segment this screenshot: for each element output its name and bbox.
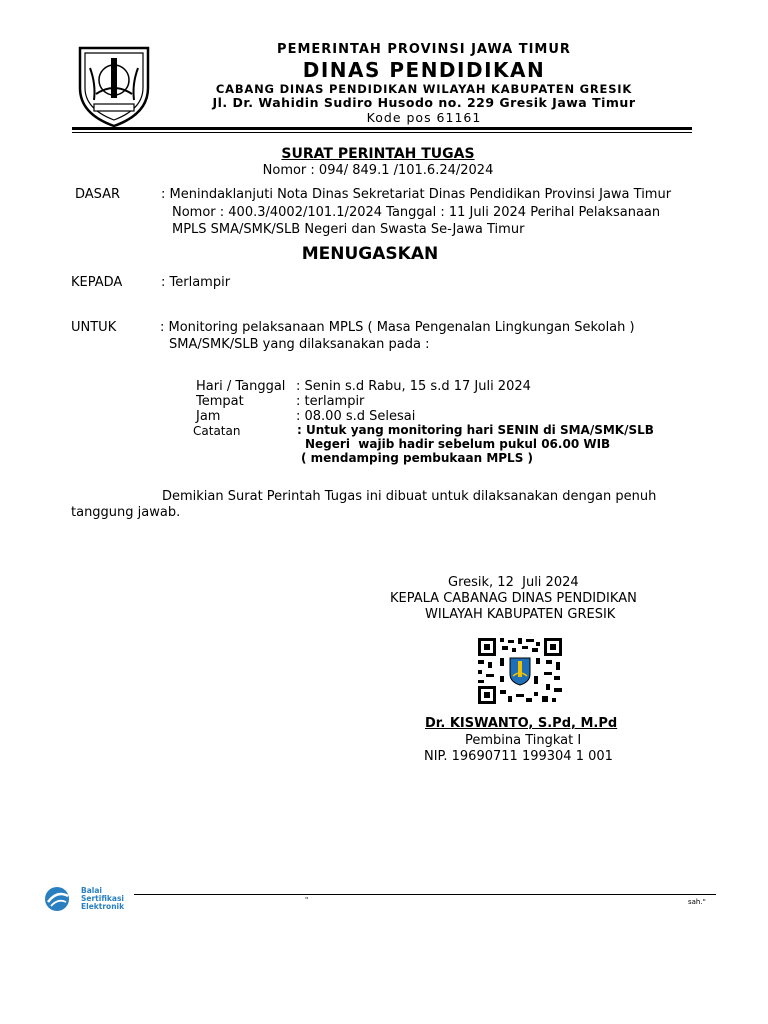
header-government: PEMERINTAH PROVINSI JAWA TIMUR — [277, 42, 571, 57]
signatory-name: Dr. KISWANTO, S.Pd, M.Pd — [425, 716, 618, 731]
dasar-line-2: Nomor : 400.3/4002/101.1/2024 Tanggal : 11 Juli 2024 Perihal Pelaksanaan — [172, 205, 661, 220]
catatan-line-2: Negeri wajib hadir sebelum pukul 06.00 WIB — [305, 437, 611, 451]
footer-mark-center: " — [305, 896, 309, 904]
hari-value: : Senin s.d Rabu, 15 s.d 17 Juli 2024 — [296, 379, 531, 394]
bsre-logo-line-3: Elektronik — [81, 902, 125, 911]
letter-number: Nomor : 094/ 849.1 /101.6.24/2024 — [262, 163, 494, 178]
untuk-line-1: : Monitoring pelaksanaan MPLS ( Masa Pengenalan Lingkungan Sekolah ) — [160, 320, 635, 335]
signature-place-date: Gresik, 12 Juli 2024 — [448, 575, 579, 590]
kepada-label: KEPADA — [71, 275, 123, 290]
kepada-value: : Terlampir — [161, 275, 231, 290]
header-address: Jl. Dr. Wahidin Sudiro Husodo no. 229 Gresik Jawa Timur — [212, 95, 636, 110]
catatan-label: Catatan — [193, 424, 241, 438]
header-agency: DINAS PENDIDIKAN — [302, 58, 546, 82]
signature-position-1: KEPALA CABANAG DINAS PENDIDIKAN — [390, 591, 637, 606]
menugaskan-heading: MENUGASKAN — [301, 244, 439, 264]
header-postal-code: Kode pos 61161 — [366, 110, 482, 125]
bsre-logo-icon — [42, 884, 74, 912]
bsre-logo — [42, 884, 138, 912]
qr-code — [476, 636, 564, 706]
signatory-nip: NIP. 19690711 199304 1 001 — [424, 749, 613, 764]
catatan-line-1: : Untuk yang monitoring hari SENIN di SMA/SMK/SLB — [297, 423, 654, 437]
tempat-value: : terlampir — [296, 394, 365, 409]
header-divider-thick — [72, 127, 692, 130]
dasar-label: DASAR — [75, 187, 121, 202]
letter-title: SURAT PERINTAH TUGAS — [281, 146, 475, 162]
bsre-logo-line-1: Balai — [81, 886, 102, 895]
tempat-label: Tempat — [196, 394, 244, 409]
dasar-line-3: MPLS SMA/SMK/SLB Negeri dan Swasta Se-Jawa Timur — [172, 222, 525, 237]
qr-code-signature-icon — [476, 636, 564, 706]
hari-label: Hari / Tanggal — [196, 379, 286, 394]
signature-position-2: WILAYAH KABUPATEN GRESIK — [425, 607, 616, 622]
untuk-label: UNTUK — [71, 320, 117, 335]
signatory-rank: Pembina Tingkat I — [465, 733, 582, 748]
footer-divider — [134, 894, 716, 895]
footer-mark-right: sah." — [688, 898, 706, 906]
header-divider-thin — [72, 132, 692, 133]
closing-line-1: Demikian Surat Perintah Tugas ini dibuat untuk dilaksanakan dengan penuh — [162, 489, 657, 504]
jam-value: : 08.00 s.d Selesai — [296, 409, 416, 424]
header-branch: CABANG DINAS PENDIDIKAN WILAYAH KABUPATEN GRESIK — [215, 82, 633, 96]
closing-line-2: tanggung jawab. — [71, 505, 181, 520]
bsre-logo-line-2: Sertifikasi — [81, 894, 124, 903]
untuk-line-2: SMA/SMK/SLB yang dilaksanakan pada : — [169, 337, 430, 352]
jam-label: Jam — [196, 409, 221, 424]
dasar-line-1: : Menindaklanjuti Nota Dinas Sekretariat Dinas Pendidikan Provinsi Jawa Timur — [161, 187, 672, 202]
catatan-line-3: ( mendamping pembukaan MPLS ) — [301, 451, 534, 465]
